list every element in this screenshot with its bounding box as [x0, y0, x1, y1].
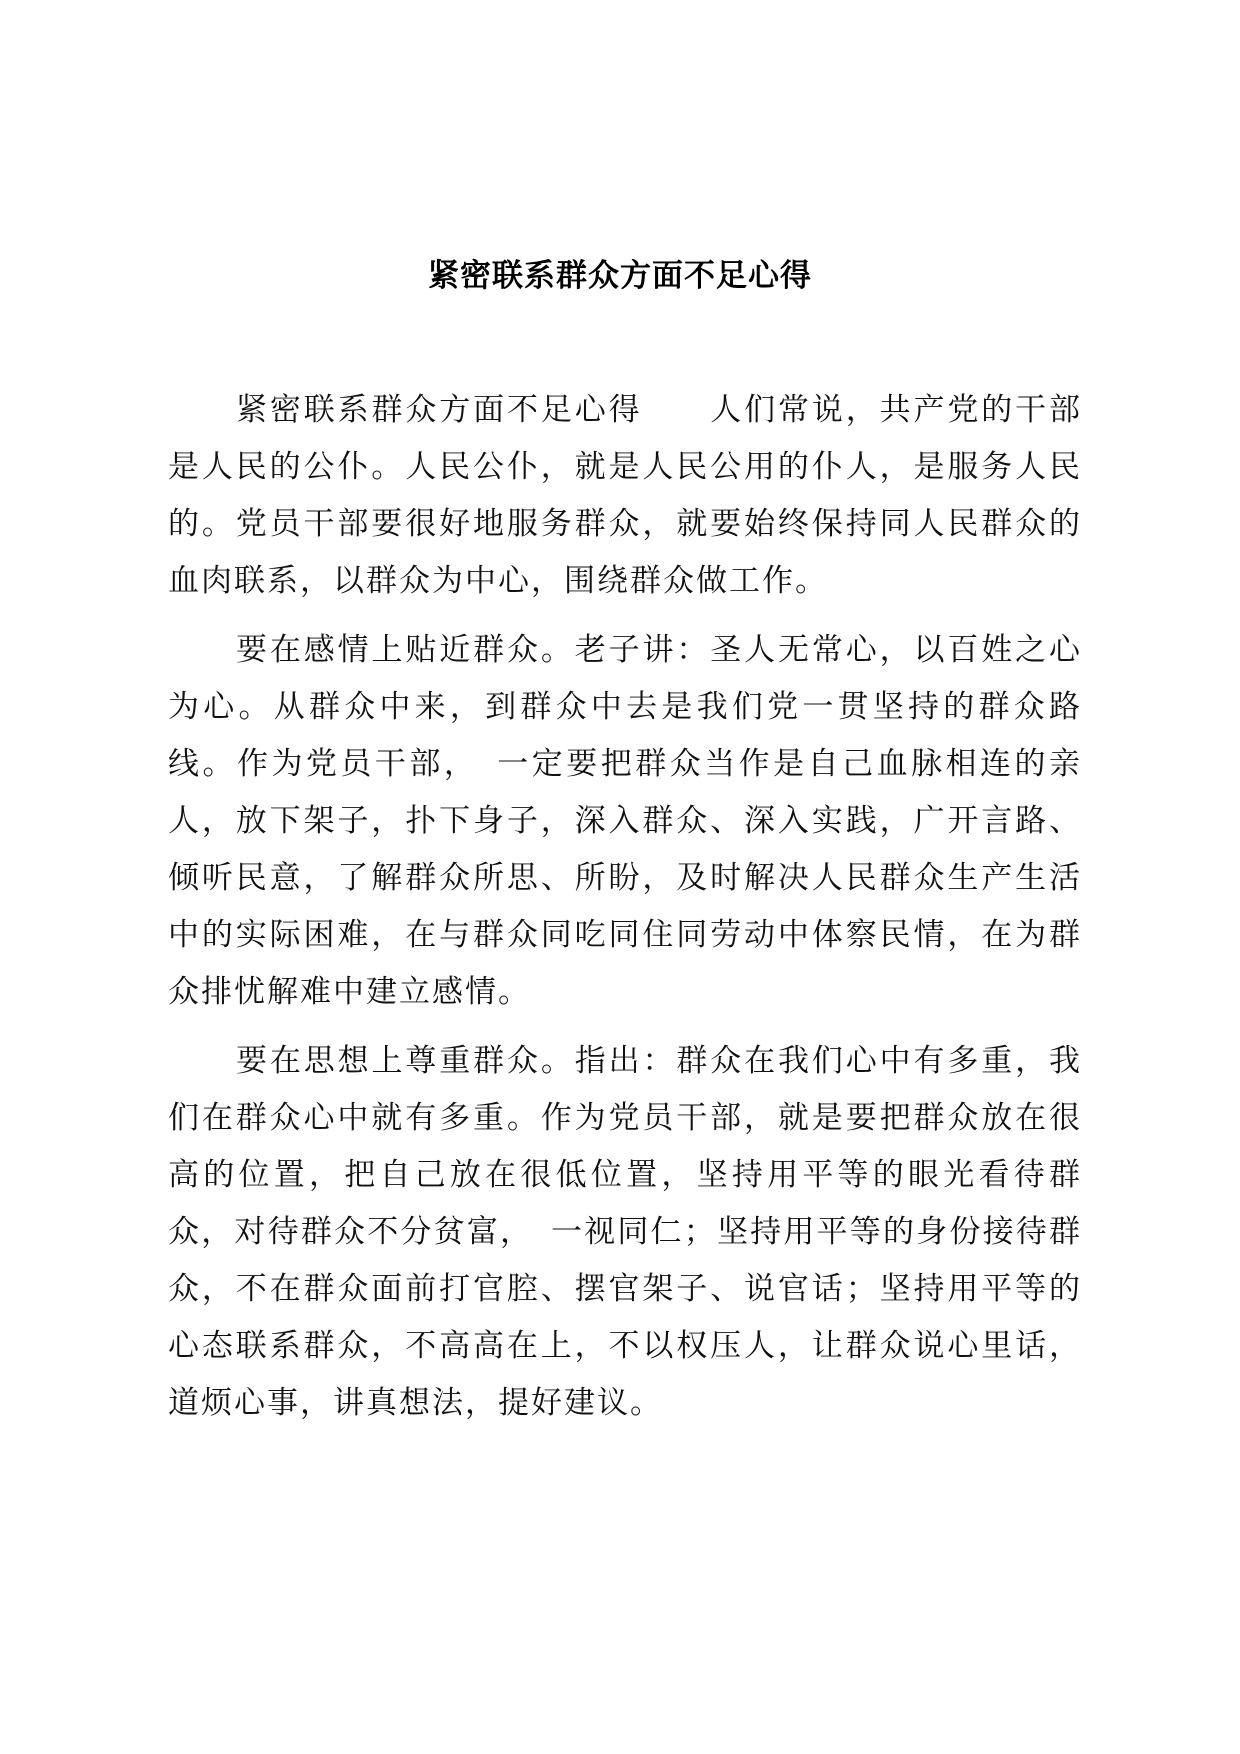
paragraph-1: 紧密联系群众方面不足心得 人们常说，共产党的干部是人民的公仆。人民公仆，就是人民公用的仆人，是服务人民的。党员干部要很好地服务群众，就要始终保持同人民群众的血肉联系，以群众为中心，围绕群众做工作。	[168, 392, 1082, 599]
document-title: 紧密联系群众方面不足心得	[428, 258, 812, 294]
paragraph-3: 要在思想上尊重群众。指出：群众在我们心中有多重，我们在群众心中就有多重。作为党员干部，就是要把群众放在很高的位置，把自己放在很低位置，坚持用平等的眼光看待群众，对待群众不分贫富， 一视同仁；坚持用平等的身份接待群众，不在群众面前打官腔、摆官架子、说官话；坚持用平等的心态联系群众，不高高在上，不以权压人，让群众说心里话，道烦心事，讲真想法，提好建议。	[168, 1043, 1082, 1421]
document-body	[168, 382, 1082, 1444]
paragraph-2: 要在感情上贴近群众。老子讲：圣人无常心，以百姓之心为心。从群众中来，到群众中去是我们党一贯坚持的群众路线。作为党员干部， 一定要把群众当作是自己血脉相连的亲人，放下架子，扑下身子，深入群众、深入实践，广开言路、倾听民意，了解群众所思、所盼，及时解决人民群众生产生活中的实际困难，在与群众同吃同住同劳动中体察民情，在为群众排忧解难中建立感情。	[168, 632, 1082, 1010]
